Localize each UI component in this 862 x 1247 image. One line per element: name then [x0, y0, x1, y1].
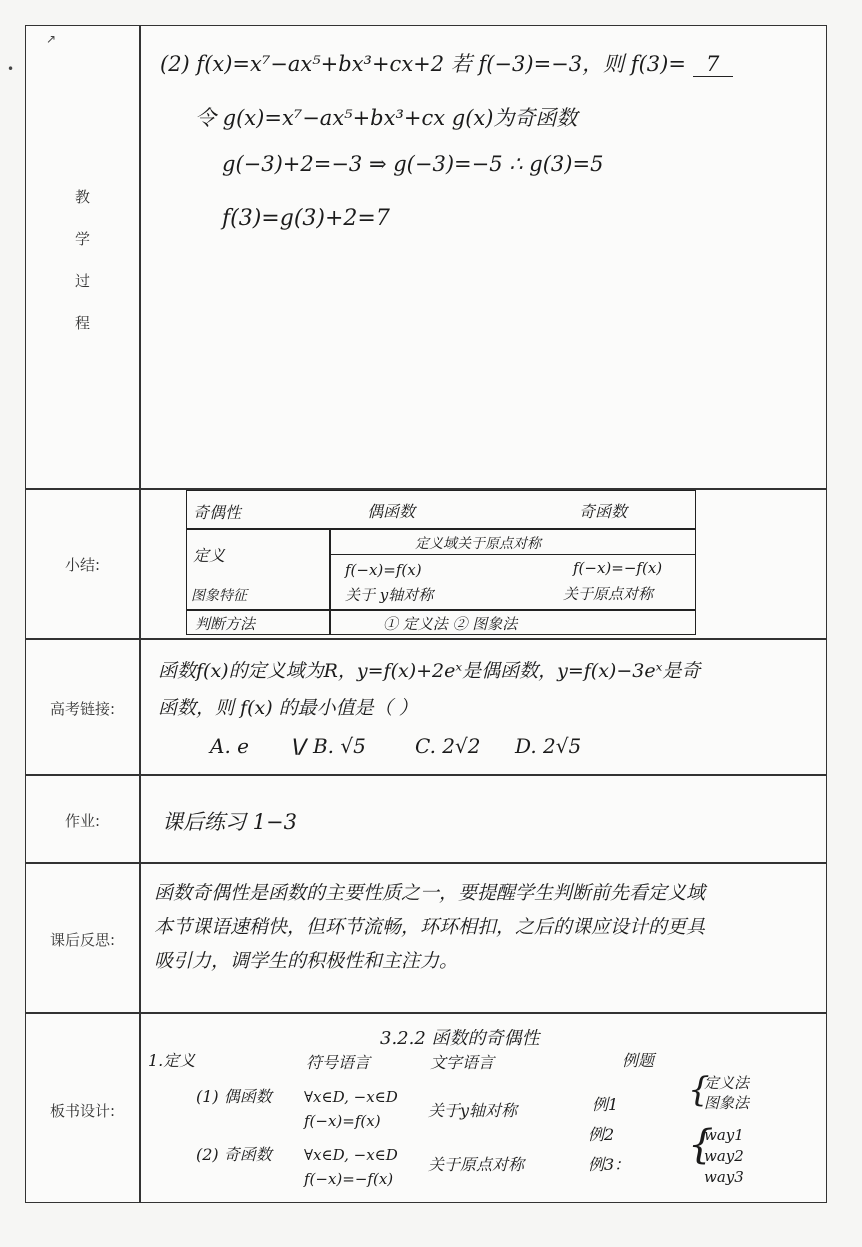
- reflection-line-1: 函数奇偶性是函数的主要性质之一，要提醒学生判断前先看定义域: [154, 882, 706, 904]
- reflection-line-2: 本节课语速稍快，但环节流畅，环环相扣，之后的课应设计的更具: [154, 916, 706, 938]
- board-h-def: 1.定义: [148, 1051, 196, 1070]
- reflection-cell: [140, 862, 826, 1012]
- reflection-label: 课后反思:: [49, 931, 116, 949]
- summary-h-even: 偶函数: [367, 502, 416, 521]
- process-line-3: g(−3)+2=−3 ⇒ g(−3)=−5 ∴ g(3)=5: [222, 152, 604, 176]
- board-cell: [140, 1012, 826, 1202]
- summary-r-graph: 图象特征: [191, 588, 247, 604]
- board-ex-1: 例1: [592, 1095, 619, 1114]
- summary-h-property: 奇偶性: [193, 503, 242, 522]
- option-b: [292, 734, 366, 758]
- board-odd-sym-2: f(−x)=−f(x): [304, 1170, 394, 1188]
- board-odd-sym-1: ∀x∈D, −x∈D: [304, 1146, 398, 1164]
- lesson-plan-table: [25, 25, 827, 1203]
- process-line-2: 令 g(x)=x⁷−ax⁵+bx³+cx g(x)为奇函数: [195, 106, 578, 130]
- problem-text: (2) f(x)=x⁷−ax⁵+bx³+cx+2 若 f(−3)=−3，则 f(3)=: [160, 52, 686, 76]
- board-even-sym-2: f(−x)=f(x): [304, 1112, 381, 1130]
- board-h-symbol: 符号语言: [306, 1053, 371, 1072]
- board-ex-3: 例3：: [588, 1155, 631, 1174]
- link-cell: [140, 638, 826, 774]
- brace-methods: {: [688, 1070, 710, 1110]
- process-cell: [140, 26, 826, 488]
- option-c: C. 2√2: [415, 734, 481, 758]
- process-line-1: [160, 48, 733, 78]
- board-way-2: way2: [704, 1147, 744, 1165]
- summary-r-definition: 定义: [193, 546, 226, 565]
- option-b-text: B. √5: [312, 734, 366, 758]
- stray-dot: •: [7, 62, 15, 76]
- reflection-line-3: 吸引力，调学生的积极性和主注力。: [154, 950, 459, 972]
- homework-text: 课后练习 1−3: [162, 810, 297, 834]
- board-ex-2: 例2: [588, 1125, 615, 1144]
- summary-table: [186, 490, 696, 635]
- process-label: [26, 176, 139, 344]
- board-way-3: way3: [704, 1168, 744, 1186]
- link-line-1: 函数f(x)的定义域为R，y=f(x)+2eˣ是偶函数，y=f(x)−3eˣ是奇: [158, 660, 701, 682]
- board-h-text: 文字语言: [430, 1053, 495, 1072]
- summary-hline: [329, 554, 695, 555]
- summary-methods: ① 定义法 ② 图象法: [383, 615, 518, 633]
- summary-hline: [187, 609, 695, 611]
- board-odd-label: (2) 奇函数: [196, 1145, 272, 1164]
- link-label: 高考链接:: [49, 700, 116, 718]
- link-line-2: 函数，则 f(x) 的最小值是（ ）: [158, 697, 418, 719]
- option-d: D. 2√5: [515, 734, 582, 758]
- process-label-char: 过: [74, 272, 90, 290]
- check-mark: \/: [292, 734, 307, 758]
- summary-domain: 定义域关于原点对称: [415, 536, 541, 552]
- summary-odd-graph: 关于原点对称: [563, 585, 654, 603]
- summary-hline: [187, 528, 695, 530]
- board-even-sym-1: ∀x∈D, −x∈D: [304, 1088, 398, 1106]
- process-line-4: f(3)=g(3)+2=7: [222, 206, 390, 231]
- summary-label: 小结:: [64, 556, 101, 574]
- summary-odd-def: f(−x)=−f(x): [573, 559, 663, 577]
- board-method-1: 定义法: [704, 1074, 750, 1092]
- brace-ways: {: [688, 1122, 714, 1168]
- board-way-1: way1: [704, 1126, 744, 1144]
- homework-label: 作业:: [64, 812, 101, 830]
- tick-mark: ↗: [46, 32, 57, 46]
- summary-h-odd: 奇函数: [579, 502, 628, 521]
- board-method-2: 图象法: [704, 1094, 750, 1112]
- board-odd-text: 关于原点对称: [428, 1155, 525, 1174]
- process-label-char: 教: [74, 188, 90, 206]
- board-even-label: (1) 偶函数: [196, 1087, 272, 1106]
- homework-cell: [140, 774, 826, 862]
- process-label-char: 学: [74, 230, 90, 248]
- option-a: A. e: [210, 734, 249, 758]
- summary-vline: [329, 528, 331, 634]
- board-label: 板书设计:: [49, 1102, 116, 1120]
- answer-blank: 7: [693, 52, 733, 77]
- board-h-example: 例题: [622, 1051, 655, 1070]
- summary-even-def: f(−x)=f(x): [345, 561, 422, 579]
- summary-r-method: 判断方法: [195, 615, 256, 633]
- board-title: 3.2.2 函数的奇偶性: [380, 1028, 540, 1049]
- summary-even-graph: 关于 y轴对称: [345, 586, 434, 604]
- process-label-char: 程: [74, 314, 90, 332]
- board-even-text: 关于y轴对称: [428, 1101, 518, 1120]
